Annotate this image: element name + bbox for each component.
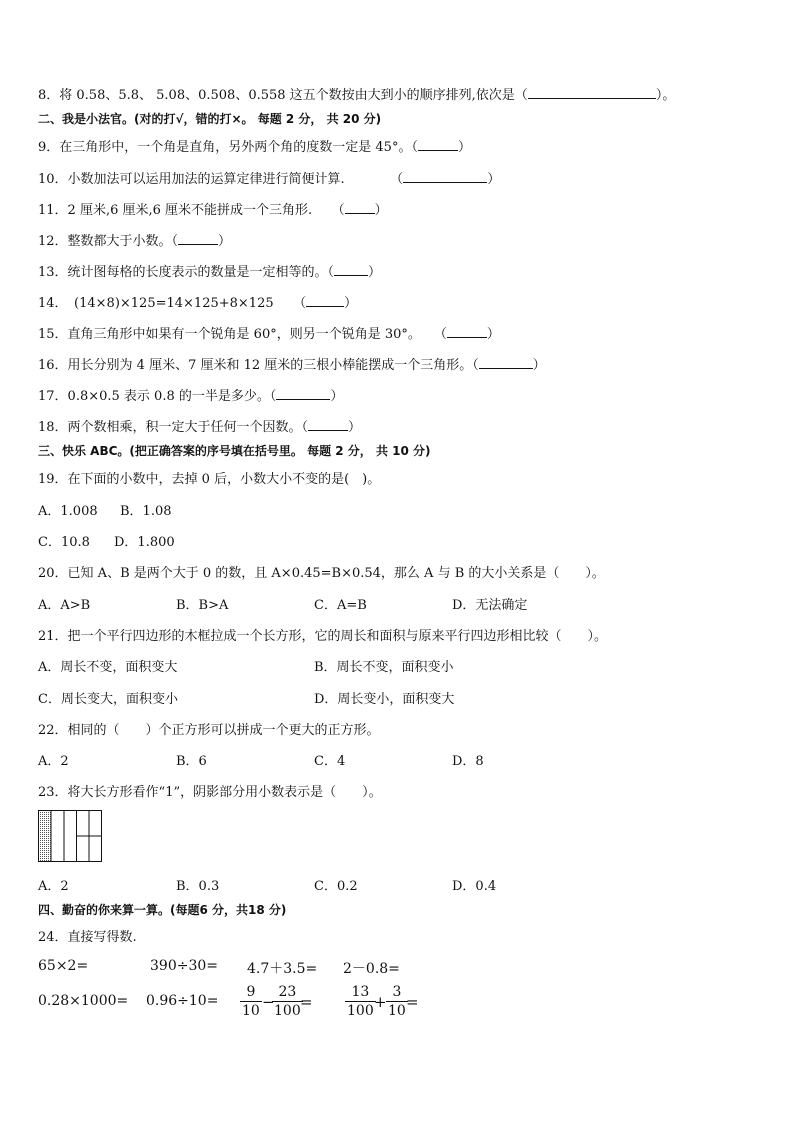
option-c[interactable]: C．0.2 [314,879,358,894]
option-a[interactable]: A．2 [38,879,69,894]
option-d[interactable]: D．周长变小，面积变大 [314,692,455,707]
calc-item: 4.7＋3.5= [247,961,318,977]
option-a[interactable]: A．周长不变，面积变大 [38,660,178,675]
answer-blank[interactable] [447,324,487,338]
question-24: 24．直接写得数. [38,930,137,945]
answer-blank[interactable] [418,137,458,151]
option-d[interactable]: D．无法确定 [452,598,528,613]
fraction: 13 100 [347,984,374,1019]
answer-blank[interactable] [308,417,348,431]
equals-sign: = [300,993,313,1011]
option-d[interactable]: D．0.4 [452,879,497,894]
question-9: 9．在三角形中，一个角是直角，另外两个角的度数一定是 45°。（ ） [38,136,471,155]
question-19: 19．在下面的小数中，去掉 0 后，小数大小不变的是( )。 [38,472,381,487]
option-b[interactable]: B．0.3 [176,879,220,894]
operator: + [374,993,387,1011]
section-3-title: 三、快乐 ABC。(把正确答案的序号填在括号里。 每题 2 分， 共 10 分) [38,444,431,458]
answer-blank[interactable] [306,293,344,307]
option-c[interactable]: C．周长变大，面积变小 [38,692,178,707]
question-11: 11．2 厘米,6 厘米,6 厘米不能拼成一个三角形. （ ） [38,199,388,218]
option-a[interactable]: A．2 [38,754,69,769]
calc-item: 65×2= [38,958,89,974]
question-15: 15．直角三角形中如果有一个锐角是 60°，则另一个锐角是 30°。 （ ） [38,323,500,342]
answer-blank[interactable] [334,262,368,276]
operator: − [262,993,275,1011]
question-17: 17．0.8×0.5 表示 0.8 的一半是多少。（ ） [38,385,343,404]
option-a[interactable]: A．1.008 [38,504,98,519]
option-b[interactable]: B．周长不变，面积变小 [314,660,454,675]
section-4-title: 四、勤奋的你来算一算。(每题6 分，共18 分) [38,903,287,917]
calc-item: 0.96÷10= [146,993,219,1009]
calc-item: 390÷30= [150,958,218,974]
question-8-text: 8．将 0.58、5.8、 5.08、0.508、0.558 这五个数按由大到小的顺序排列,依次是（ [38,88,528,103]
answer-blank[interactable] [528,85,656,99]
option-c[interactable]: C．4 [314,754,346,769]
question-20: 20．已知 A、B 是两个大于 0 的数，且 A×0.45=B×0.54，那么 A 与 B 的大小关系是（ ）。 [38,566,605,581]
rectangle-figure [38,810,102,862]
fraction: 3 10 [388,984,406,1019]
answer-blank[interactable] [178,231,218,245]
shaded-region [39,811,51,862]
equals-sign: = [406,993,419,1011]
question-21: 21．把一个平行四边形的木框拉成一个长方形，它的周长和面积与原来平行四边形相比较（ ）。 [38,629,608,644]
option-b[interactable]: B．6 [176,754,207,769]
answer-blank[interactable] [345,200,375,214]
option-b[interactable]: B．1.08 [120,504,172,519]
answer-blank[interactable] [276,386,330,400]
section-2-title: 二、我是小法官。(对的打√，错的打×。 每题 2 分， 共 20 分) [38,112,382,126]
calc-item: 2－0.8= [343,961,400,977]
option-c[interactable]: C．10.8 [38,535,90,550]
question-10: 10．小数加法可以运用加法的运算定律进行简便计算. （ ） [38,168,500,187]
question-8: 8．将 0.58、5.8、 5.08、0.508、0.558 这五个数按由大到小的顺序排列,依次是（ ）。 [38,84,675,103]
calc-item: 0.28×1000= [38,993,129,1009]
fraction: 23 100 [274,984,301,1019]
answer-blank[interactable] [479,355,533,369]
fraction: 9 10 [242,984,260,1019]
option-b[interactable]: B．B>A [176,598,229,613]
question-18: 18．两个数相乘，积一定大于任何一个因数。（ ） [38,416,361,435]
option-d[interactable]: D．8 [452,754,484,769]
option-d[interactable]: D．1.800 [114,535,175,550]
question-13: 13．统计图每格的长度表示的数量是一定相等的。（ ） [38,261,381,280]
question-14: 14． (14×8)×125=14×125+8×125 （ ） [38,292,357,311]
answer-blank[interactable] [403,169,487,183]
question-12: 12．整数都大于小数。（ ） [38,230,231,249]
option-a[interactable]: A．A>B [38,598,91,613]
question-23: 23．将大长方形看作“1”，阴影部分用小数表示是（ ）。 [38,785,382,800]
question-22: 22．相同的（ ）个正方形可以拼成一个更大的正方形。 [38,723,380,738]
option-c[interactable]: C．A=B [314,598,367,613]
question-16: 16．用长分别为 4 厘米、7 厘米和 12 厘米的三根小棒能摆成一个三角形。（ ） [38,354,546,373]
